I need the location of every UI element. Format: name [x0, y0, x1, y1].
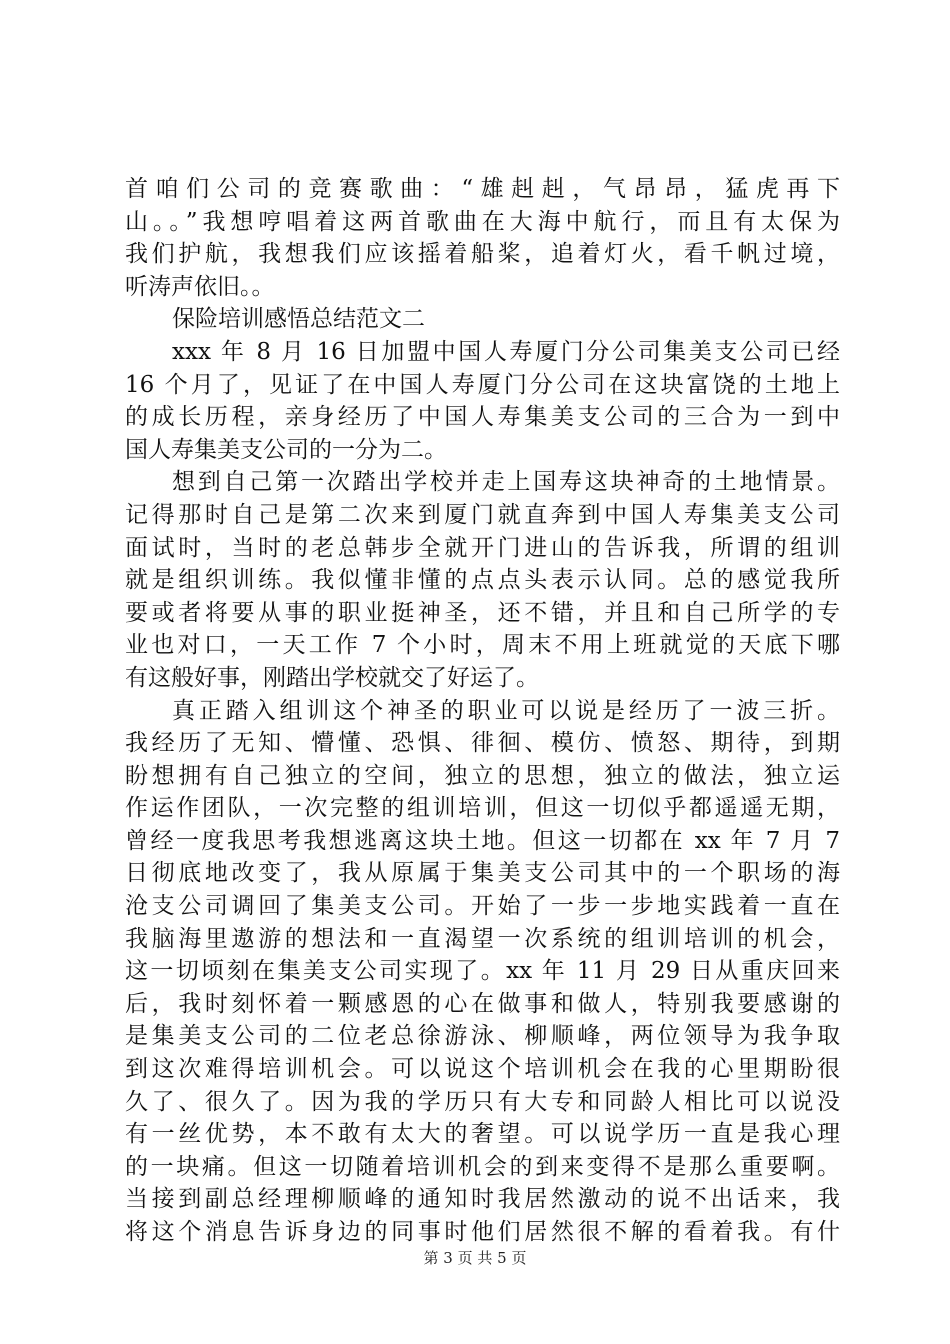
body-text	[125, 173, 840, 1249]
text-line: 的一块痛。但这一切随着培训机会的到来变得不是那么重要啊。	[125, 1153, 840, 1180]
text-line: 到这次难得培训机会。可以说这个培训机会在我的心里期盼很	[125, 1056, 840, 1083]
text-line: 想到自己第一次踏出学校并走上国寿这块神奇的土地情景。	[172, 469, 840, 496]
text-line: 有一丝优势，本不敢有太大的奢望。可以说学历一直是我心理	[125, 1121, 840, 1148]
text-line: 这一切顷刻在集美支公司实现了。xx 年 11 月 29 日从重庆回来	[125, 958, 840, 985]
text-line: 要或者将要从事的职业挺神圣，还不错，并且和自己所学的专	[125, 599, 840, 626]
text-line: 我们护航，我想我们应该摇着船桨，追着灯火，看千帆过境，	[125, 241, 840, 268]
section-heading: 保险培训感悟总结范文二	[172, 306, 425, 333]
text-line: 久了、很久了。因为我的学历只有大专和同龄人相比可以说没	[125, 1088, 840, 1115]
text-line: 的成长历程，亲身经历了中国人寿集美支公司的三合为一到中	[125, 404, 840, 431]
text-line: 面试时，当时的老总韩步全就开门进山的告诉我，所谓的组训	[125, 534, 840, 561]
text-line: 山。。”我想哼唱着这两首歌曲在大海中航行，而且有太保为	[125, 208, 840, 235]
text-line: 作运作团队，一次完整的组训培训，但这一切似乎都遥遥无期，	[125, 795, 840, 822]
text-line: 业也对口，一天工作 7 个小时，周末不用上班就觉的天底下哪	[125, 632, 840, 659]
text-line: 沧支公司调回了集美支公司。开始了一步一步地实践着一直在	[125, 893, 840, 920]
text-line: 我脑海里遨游的想法和一直渴望一次系统的组训培训的机会，	[125, 925, 840, 952]
text-line: 首咱们公司的竞赛歌曲：“雄赳赳，气昂昂，猛虎再下	[125, 176, 840, 202]
text-line: 国人寿集美支公司的一分为二。	[125, 436, 447, 463]
text-line: 真正踏入组训这个神圣的职业可以说是经历了一波三折。	[172, 697, 840, 724]
text-line: 曾经一度我思考我想逃离这块土地。但这一切都在 xx 年 7 月 7	[125, 827, 840, 854]
text-line: 将这个消息告诉身边的同事时他们居然很不解的看着我。有什	[125, 1219, 840, 1245]
text-line: 当接到副总经理柳顺峰的通知时我居然激动的说不出话来，我	[125, 1186, 840, 1213]
text-line: 盼想拥有自己独立的空间，独立的思想，独立的做法，独立运	[125, 762, 840, 789]
text-line: 有这般好事，刚踏出学校就交了好运了。	[125, 664, 539, 691]
text-line: 听涛声依旧。。	[125, 273, 275, 300]
text-line: 就是组织训练。我似懂非懂的点点头表示认同。总的感觉我所	[125, 567, 840, 594]
text-line: xxx 年 8 月 16 日加盟中国人寿厦门分公司集美支公司已经	[172, 338, 840, 365]
text-line: 我经历了无知、懵懂、恐惧、徘徊、模仿、愤怒、期待，到期	[125, 730, 840, 757]
text-line: 后，我时刻怀着一颗感恩的心在做事和做人，特别我要感谢的	[125, 990, 840, 1017]
text-line: 16 个月了，见证了在中国人寿厦门分公司在这块富饶的土地上	[125, 371, 840, 398]
text-line: 是集美支公司的二位老总徐游泳、柳顺峰，两位领导为我争取	[125, 1023, 840, 1050]
text-line: 日彻底地改变了，我从原属于集美支公司其中的一个职场的海	[125, 860, 840, 887]
text-line: 记得那时自己是第二次来到厦门就直奔到中国人寿集美支公司	[125, 501, 840, 528]
page-number-footer: 第 3 页 共 5 页	[423, 1249, 527, 1267]
